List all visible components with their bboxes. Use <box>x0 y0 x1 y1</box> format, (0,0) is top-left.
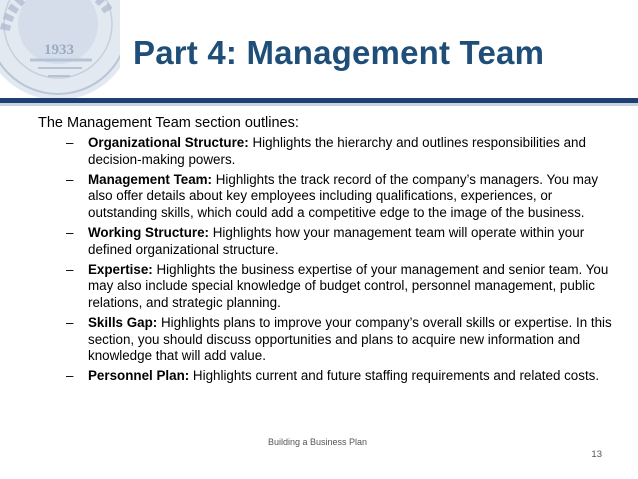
item-text: Highlights the business expertise of your management and senior team. You may also include special knowledge of budget control, personnel management, public relations, and strategic planning. <box>88 261 609 310</box>
bullet-dash: – <box>66 224 74 240</box>
slide-body <box>38 114 618 388</box>
fdic-seal-icon <box>0 0 120 98</box>
item-term: Working Structure: <box>88 224 210 240</box>
item-text: Highlights plans to improve your company’s overall skills or expertise. In this section, you should discuss opportunities and plans to acquire new information and knowledge that will add value. <box>88 314 612 364</box>
svg-text:1933: 1933 <box>44 42 74 58</box>
list-item <box>38 368 618 385</box>
item-term: Organizational Structure: <box>88 135 249 150</box>
item-text: Highlights the track record of the company’s managers. You may also offer details about key employees including qualifications, experiences, or outstanding skills, which could add a competitive edge to the image of the business. <box>88 171 599 220</box>
list-item <box>38 262 618 312</box>
bullet-dash: – <box>66 261 74 277</box>
bullet-dash: – <box>66 135 74 150</box>
outline-list <box>38 135 618 385</box>
title-rule-light <box>0 103 638 106</box>
intro-text: The Management Team section outlines: <box>38 115 299 131</box>
seal-logo <box>0 0 120 98</box>
footer-title: Building a Business Plan <box>268 437 368 447</box>
list-item <box>38 172 618 222</box>
item-text: Highlights how your management team will operate within your defined organizational structure. <box>88 224 585 257</box>
page-number: 13 <box>591 449 602 460</box>
bullet-dash: – <box>66 368 74 384</box>
item-term: Personnel Plan: <box>88 368 190 384</box>
list-item <box>38 135 618 168</box>
item-term: Expertise: <box>88 261 153 277</box>
bullet-dash: – <box>66 314 74 330</box>
list-item <box>38 225 618 258</box>
item-term: Management Team: <box>88 171 213 187</box>
item-text: Highlights current and future staffing requirements and related costs. <box>189 368 600 384</box>
page-title: Part 4: Management Team <box>133 34 545 71</box>
bullet-dash: – <box>66 171 74 187</box>
item-text: Highlights the hierarchy and outlines responsibilities and decision-making powers. <box>88 135 586 167</box>
item-term: Skills Gap: <box>88 314 158 330</box>
list-item <box>38 315 618 365</box>
